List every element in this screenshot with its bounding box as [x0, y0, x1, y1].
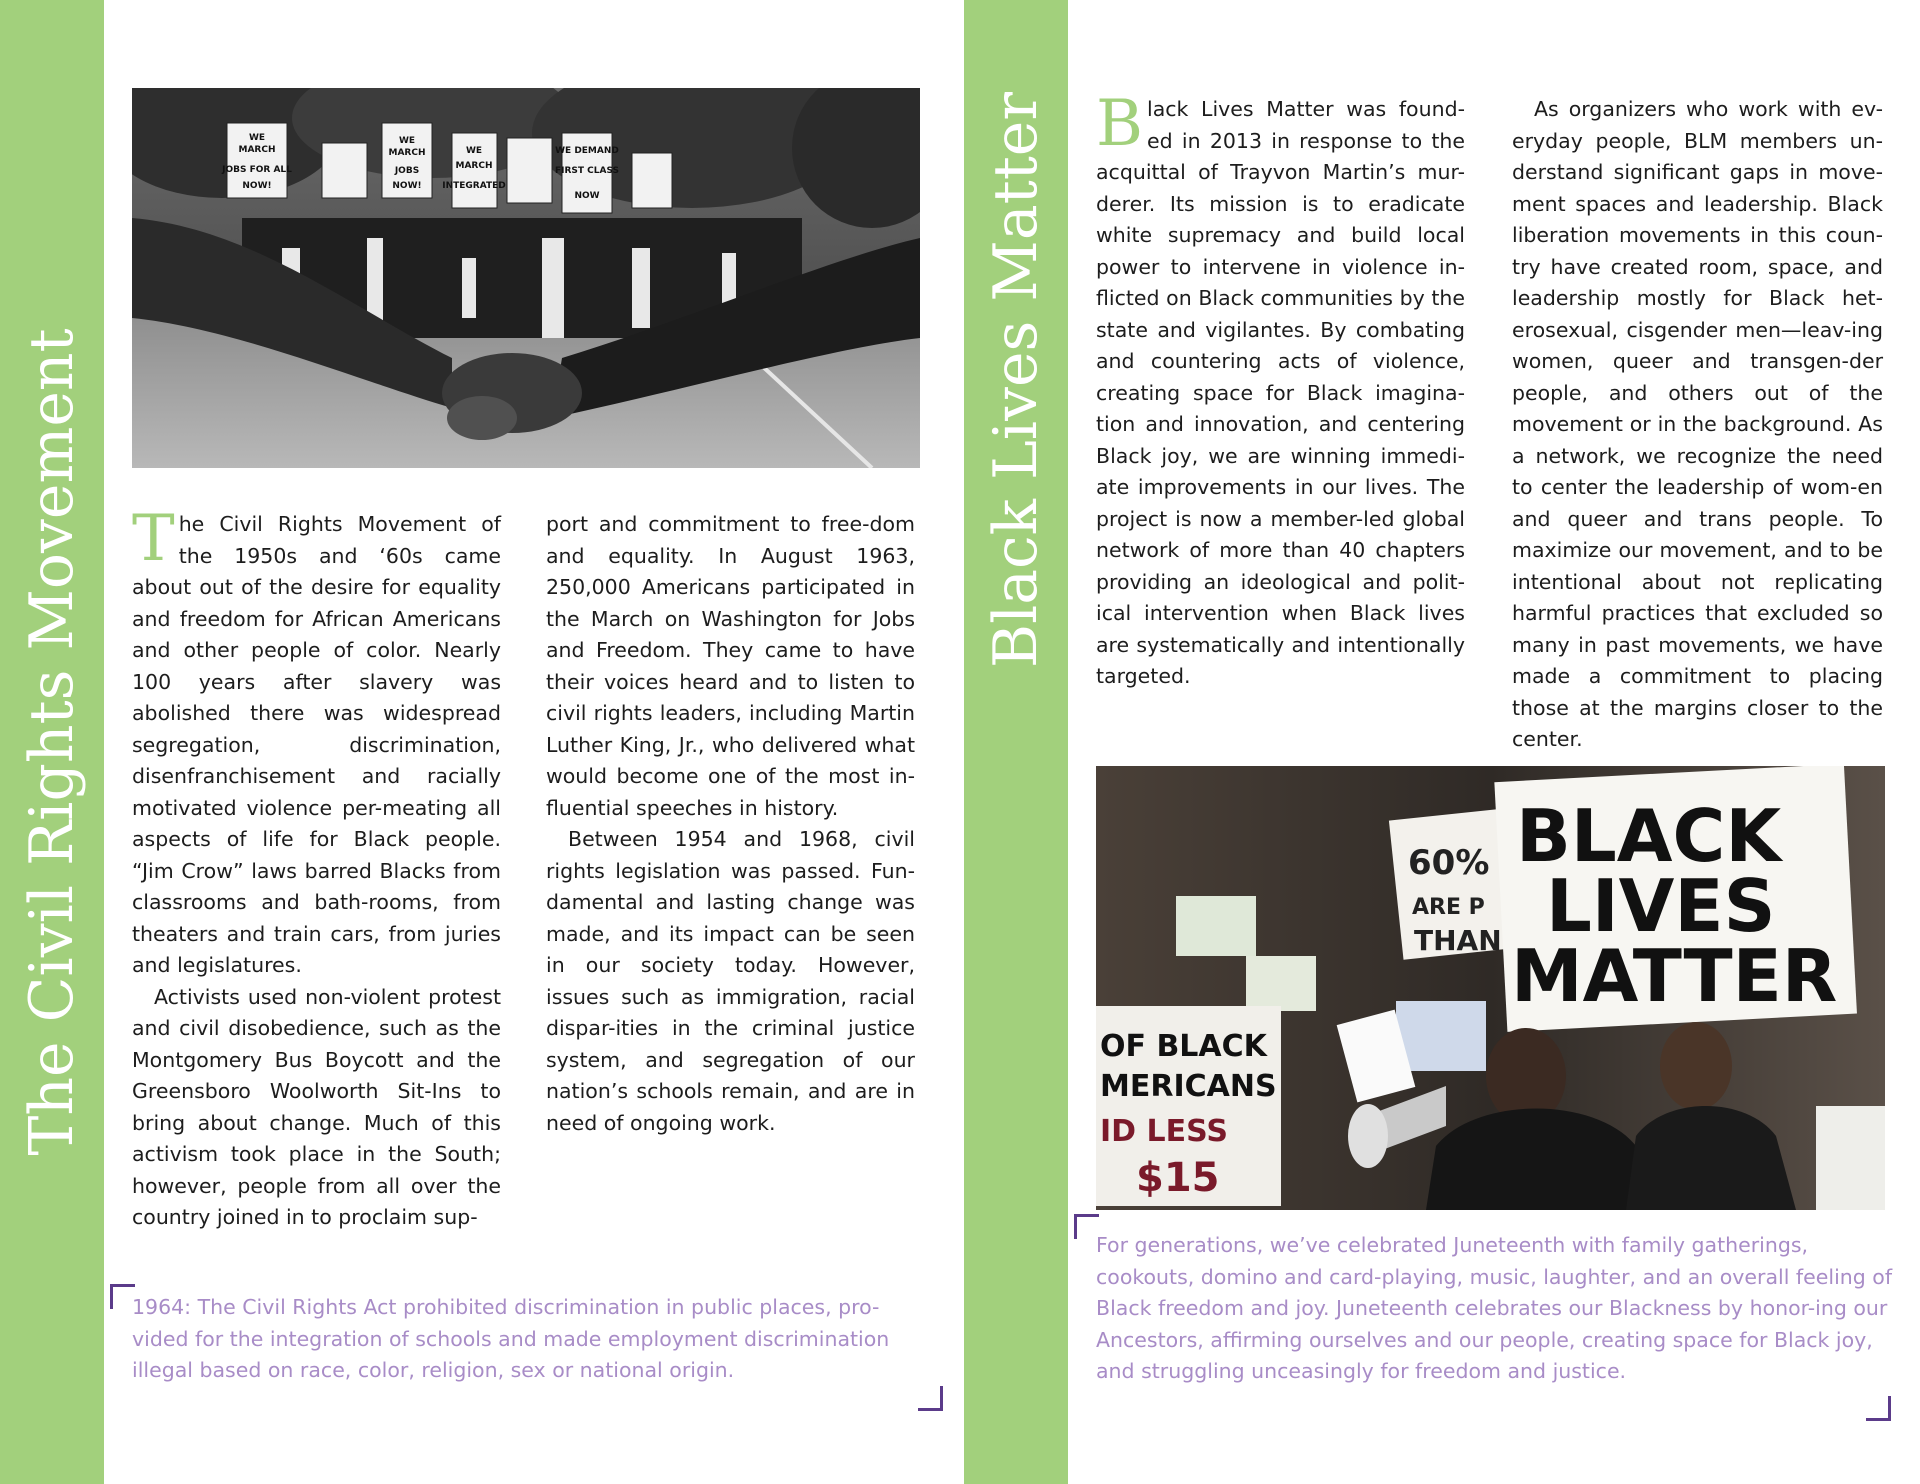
sixty-sign-line-1: 60%	[1408, 843, 1490, 883]
right-caption: For generations, we’ve celebrated Juneteenth with family gatherings, cookouts, domino and card-playing, music, laughter, and an overall feeling of Black freedom and joy. Juneteenth celebrates our Blackness by honor-ing our Ancestors, affirming ourselves and our people, creating space for Black joy, and struggling unceasingly for freedom and justice.	[1096, 1233, 1893, 1383]
left-sign-line-2: MERICANS	[1100, 1069, 1277, 1104]
svg-text:INTEGRATED: INTEGRATED	[442, 181, 506, 191]
blm-sign-line-2: LIVES	[1546, 864, 1776, 948]
left-dropcap: T	[132, 502, 175, 576]
left-caption-bracket-bottom	[918, 1386, 943, 1411]
left-sign-line-3: ID LESS	[1100, 1114, 1228, 1149]
svg-text:WE: WE	[465, 146, 483, 156]
svg-text:WE: WE	[248, 133, 266, 143]
left-col1-paragraph-1: he Civil Rights Movement of the 1950s and ‘60s came about out of the desire for equality and freedom for African Americans and other people of color. Nearly 100 years after slavery was abolished there was widespread segregation, discrimination, disenfranchisement and racially motivated violence per-meating all aspects of life for Black people. “Jim Crow” laws barred Blacks from classrooms and bath-rooms, from theaters and train cars, from juries and legislatures.	[132, 512, 501, 977]
left-caption: 1964: The Civil Rights Act prohibited discrimination in public places, pro-vided for the integration of schools and made employment discrimination illegal based on race, color, religion, sex or national origin.	[132, 1295, 890, 1382]
svg-text:NOW: NOW	[574, 191, 600, 201]
left-sign-line-4: $15	[1136, 1155, 1220, 1201]
right-title-band	[964, 0, 1068, 1484]
svg-text:FIRST CLASS: FIRST CLASS	[554, 166, 620, 176]
left-article-column-1	[132, 502, 501, 1234]
sixty-sign-line-2: ARE P	[1412, 895, 1485, 920]
civil-rights-march-photo	[132, 88, 920, 468]
right-caption-bracket-bottom	[1866, 1396, 1891, 1421]
right-col2-paragraph-1: As organizers who work with ev-eryday people, BLM members un-derstand significant gaps in move-ment spaces and leadership. Black liberation movements in this coun-try have created room, space, and leadership mostly for Black het-erosexual, cisgender men—leav-ing women, queer and transgen-der people, and others out of the movement or in the background. As a network, we recognize the need to center the leadership of wom-en and queer and trans people. To maximize our movement, and to be intentional about not replicating harmful practices that excluded so many in past movements, we have made a commitment to placing those at the margins closer to the center.	[1512, 97, 1883, 751]
blm-sign-line-1: BLACK	[1516, 794, 1782, 878]
left-sign-line-1: OF BLACK	[1100, 1029, 1267, 1064]
right-dropcap: B	[1096, 87, 1144, 161]
sixty-sign-line-3: THAN	[1414, 924, 1502, 957]
left-title-band	[0, 0, 104, 1484]
svg-text:JOBS FOR ALL: JOBS FOR ALL	[222, 165, 292, 175]
right-article-column-2	[1512, 94, 1883, 756]
black-lives-matter-protest-photo	[1096, 766, 1885, 1210]
svg-text:MARCH: MARCH	[455, 161, 493, 171]
left-col1-paragraph-2: Activists used non-violent protest and civil disobedience, such as the Montgomery Bus Boycott and the Greensboro Woolworth Sit-Ins to bring about change. Much of this activism took place in the South; however, people from all over the country joined in to proclaim sup-	[132, 984, 501, 1229]
right-article-column-1	[1096, 87, 1465, 693]
right-vertical-title: Black Lives Matter	[981, 91, 1051, 669]
left-article-column-2	[546, 509, 915, 1139]
svg-text:NOW!: NOW!	[392, 181, 422, 191]
svg-text:WE DEMAND: WE DEMAND	[555, 146, 619, 156]
svg-text:MARCH: MARCH	[238, 145, 276, 155]
svg-text:WE: WE	[398, 136, 416, 146]
svg-text:JOBS: JOBS	[394, 166, 420, 176]
left-col2-paragraph-1: port and commitment to free-dom and equality. In August 1963, 250,000 Americans participated in the March on Washington for Jobs and Freedom. They came to have their voices heard and to listen to civil rights leaders, including Martin Luther King, Jr., who delivered what would become one of the most in-fluential speeches in history.	[546, 512, 915, 820]
svg-text:MARCH: MARCH	[388, 148, 426, 158]
blm-sign-line-3: MATTER	[1511, 934, 1838, 1018]
left-col2-paragraph-2: Between 1954 and 1968, civil rights legislation was passed. Fun-damental and lasting change was made, and its impact can be seen in our society today. However, issues such as immigration, racial dispar-ities in the criminal justice system, and segregation of our nation’s schools remain, and are in need of ongoing work.	[546, 827, 915, 1135]
left-vertical-title: The Civil Rights Movement	[17, 328, 87, 1156]
right-col1-paragraph-1: lack Lives Matter was found-ed in 2013 in response to the acquittal of Trayvon Martin’s mur-derer. Its mission is to eradicate white supremacy and build local power to intervene in violence in-flicted on Black communities by the state and vigilantes. By combating and countering acts of violence, creating space for Black imagina-tion and innovation, and centering Black joy, we are winning immedi-ate improvements in our lives. The project is now a member-led global network of more than 40 chapters providing an ideological and polit-ical intervention when Black lives are systematically and intentionally targeted.	[1096, 97, 1465, 688]
svg-text:NOW!: NOW!	[242, 181, 272, 191]
